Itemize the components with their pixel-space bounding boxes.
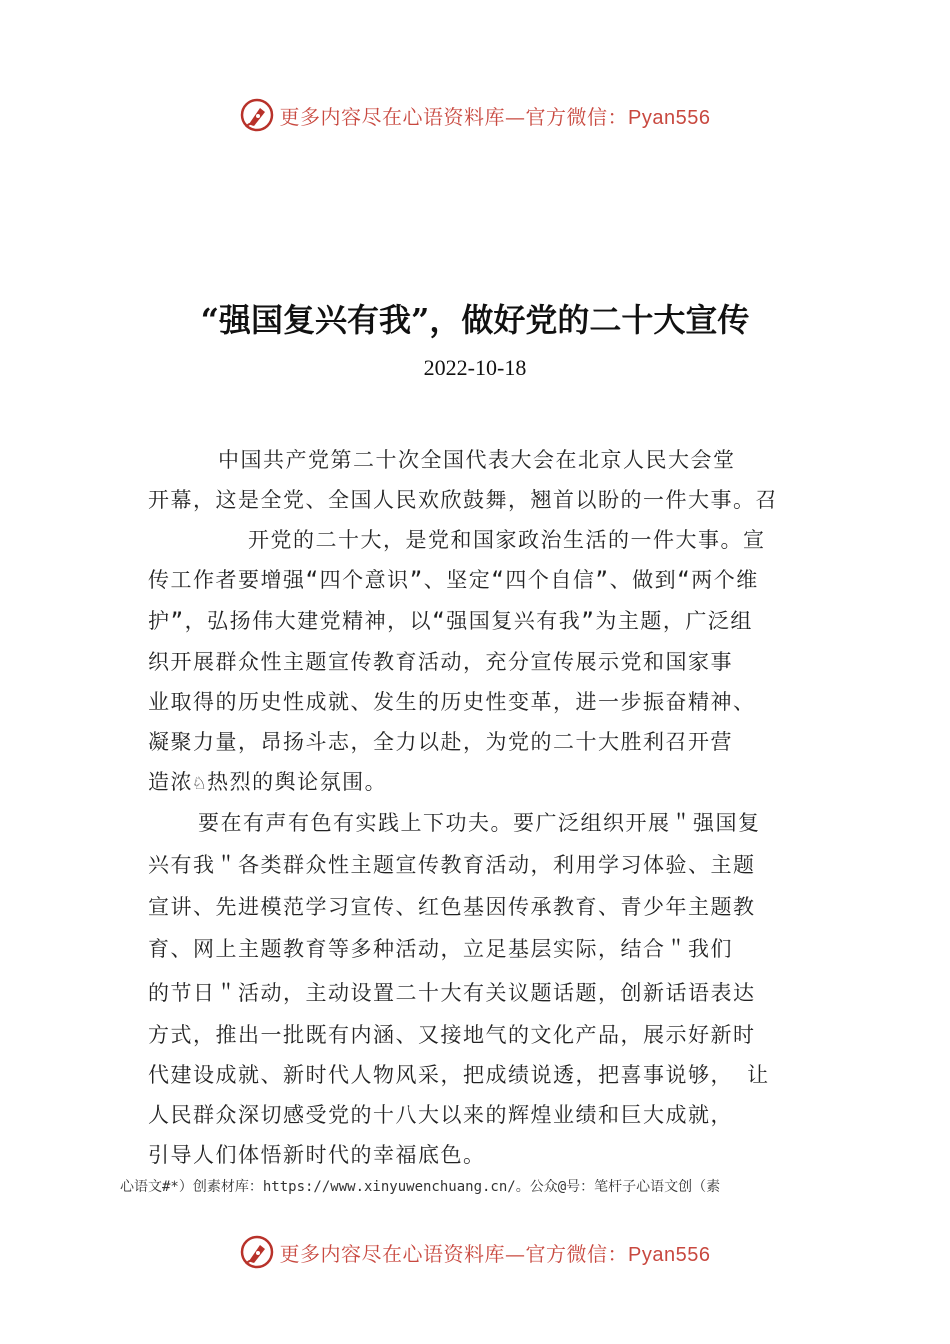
banner-text: 更多内容尽在心语资料库—官方微信：Pyan556 (279, 1241, 711, 1266)
paragraph-2-line: 的节日＂活动，主动设置二十大有关议题话题，创新话语表达 (148, 981, 756, 1005)
paragraph-1-line: 开幕，这是全党、全国人民欢欣鼓舞，翘首以盼的一件大事。召 (148, 488, 778, 512)
wechat-id: Pyan556 (628, 1243, 711, 1266)
fountain-pen-nib-icon (240, 1235, 274, 1269)
source-note: 心语文#*）创素材库：https://www.xinyuwenchuang.cn/。公众@号：笔杆子心语文创（素 (120, 1179, 721, 1195)
paragraph-1-line: 造浓♘热烈的舆论氛围。 (148, 770, 388, 794)
paragraph-2-line: 要在有声有色有实践上下功夫。要广泛组织开展＂强国复 (198, 811, 761, 835)
wechat-id: Pyan556 (628, 106, 711, 129)
paragraph-2-line: 兴有我＂各类群众性主题宣传教育活动，利用学习体验、主题 (148, 853, 756, 877)
paragraph-2-line: 育、网上主题教育等多种活动，立足基层实际，结合＂我们 (148, 937, 733, 961)
fountain-pen-nib-icon (240, 98, 274, 132)
paragraph-2-line: 代建设成就、新时代人物风采，把成绩说透，把喜事说够， 让 (148, 1063, 770, 1087)
paragraph-2-line: 引导人们体悟新时代的幸福底色。 (148, 1143, 486, 1167)
paragraph-1-line: 传工作者要增强“四个意识”、坚定“四个自信”、做到“两个维 (148, 568, 759, 592)
paragraph-1-line: 织开展群众性主题宣传教育活动，充分宣传展示党和国家事 (148, 650, 733, 674)
paragraph-2-line: 宣讲、先进模范学习宣传、红色基因传承教育、青少年主题教 (148, 895, 756, 919)
paragraph-1-line: 凝聚力量，昂扬斗志，全力以赴，为党的二十大胜利召开营 (148, 730, 733, 754)
paragraph-2-line: 方式，推出一批既有内涵、又接地气的文化产品，展示好新时 (148, 1023, 756, 1047)
footer-watermark-banner (0, 1232, 950, 1272)
header-watermark-banner (0, 95, 950, 135)
paragraph-1-line: 中国共产党第二十次全国代表大会在北京人民大会堂 (218, 448, 736, 472)
paragraph-1-line: 开党的二十大，是党和国家政治生活的一件大事。宣 (248, 528, 766, 552)
paragraph-1-line: 业取得的历史性成就、发生的历史性变革，进一步振奋精神、 (148, 690, 756, 714)
article-date: 2022-10-18 (423, 355, 527, 380)
paragraph-1-line: 护”，弘扬伟大建党精神，以“强国复兴有我”为主题，广泛组 (148, 609, 753, 633)
paragraph-2-line: 人民群众深切感受党的十八大以来的辉煌业绩和巨大成就， (148, 1103, 733, 1127)
banner-text: 更多内容尽在心语资料库—官方微信：Pyan556 (279, 104, 711, 129)
article-title: “强国复兴有我”，做好党的二十大宣传 (200, 301, 750, 339)
